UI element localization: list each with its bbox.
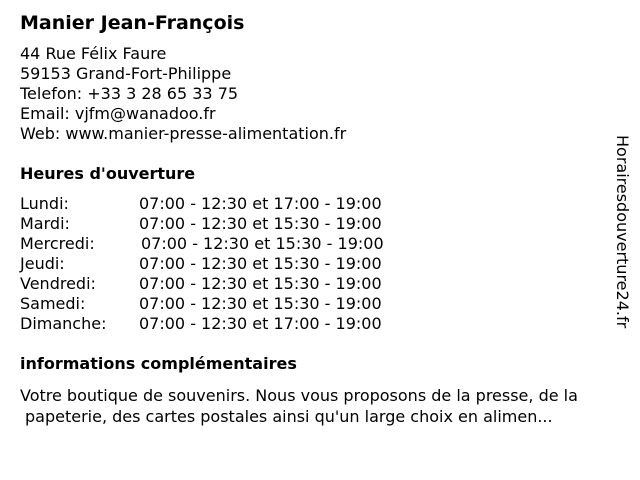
time-range: 07:00 - 12:30 et 15:30 - 19:00: [139, 274, 382, 293]
contact-block: [20, 44, 346, 144]
hours-row-wednesday: [20, 234, 420, 254]
description-text: [20, 385, 632, 427]
hours-table: [20, 194, 420, 334]
info-heading: informations complémentaires: [20, 354, 297, 373]
hours-heading: Heures d'ouverture: [20, 164, 196, 183]
web-line: [20, 124, 346, 144]
hours-row-sunday: [20, 314, 420, 334]
time-range: 07:00 - 12:30 et 17:00 - 19:00: [139, 194, 382, 213]
day-label: Vendredi:: [20, 274, 96, 293]
web-label: Web:: [20, 124, 61, 143]
day-label: Mercredi:: [20, 234, 95, 253]
email-label: Email:: [20, 104, 70, 123]
site-watermark: Horairesdouverture24.fr: [613, 135, 632, 329]
day-label: Dimanche:: [20, 314, 107, 333]
website-link[interactable]: www.manier-presse-alimentation.fr: [65, 124, 347, 143]
phone-line: [20, 84, 346, 104]
day-label: Jeudi:: [20, 254, 65, 273]
description-line: Votre boutique de souvenirs. Nous vous proposons de la presse, de la: [20, 386, 578, 405]
time-range: 07:00 - 12:30 et 15:30 - 19:00: [139, 254, 382, 273]
time-range: 07:00 - 12:30 et 15:30 - 19:00: [139, 294, 382, 313]
email-address[interactable]: vjfm@wanadoo.fr: [74, 104, 216, 123]
time-range: 07:00 - 12:30 et 15:30 - 19:00: [139, 214, 382, 233]
description-line: papeterie, des cartes postales ainsi qu'un large choix en alimen...: [25, 407, 553, 426]
email-line: [20, 104, 346, 124]
street-address: 44 Rue Félix Faure: [20, 44, 167, 63]
day-label: Lundi:: [20, 194, 69, 213]
day-label: Mardi:: [20, 214, 70, 233]
hours-row-friday: [20, 274, 420, 294]
time-range: 07:00 - 12:30 et 15:30 - 19:00: [141, 234, 384, 253]
hours-row-saturday: [20, 294, 420, 314]
phone-label: Telefon:: [20, 84, 83, 103]
business-name: Manier Jean-François: [20, 12, 245, 34]
phone-number[interactable]: +33 3 28 65 33 75: [87, 84, 239, 103]
day-label: Samedi:: [20, 294, 86, 313]
time-range: 07:00 - 12:30 et 17:00 - 19:00: [139, 314, 382, 333]
hours-row-tuesday: [20, 214, 420, 234]
city-address: 59153 Grand-Fort-Philippe: [20, 64, 232, 83]
hours-row-monday: [20, 194, 420, 214]
hours-row-thursday: [20, 254, 420, 274]
